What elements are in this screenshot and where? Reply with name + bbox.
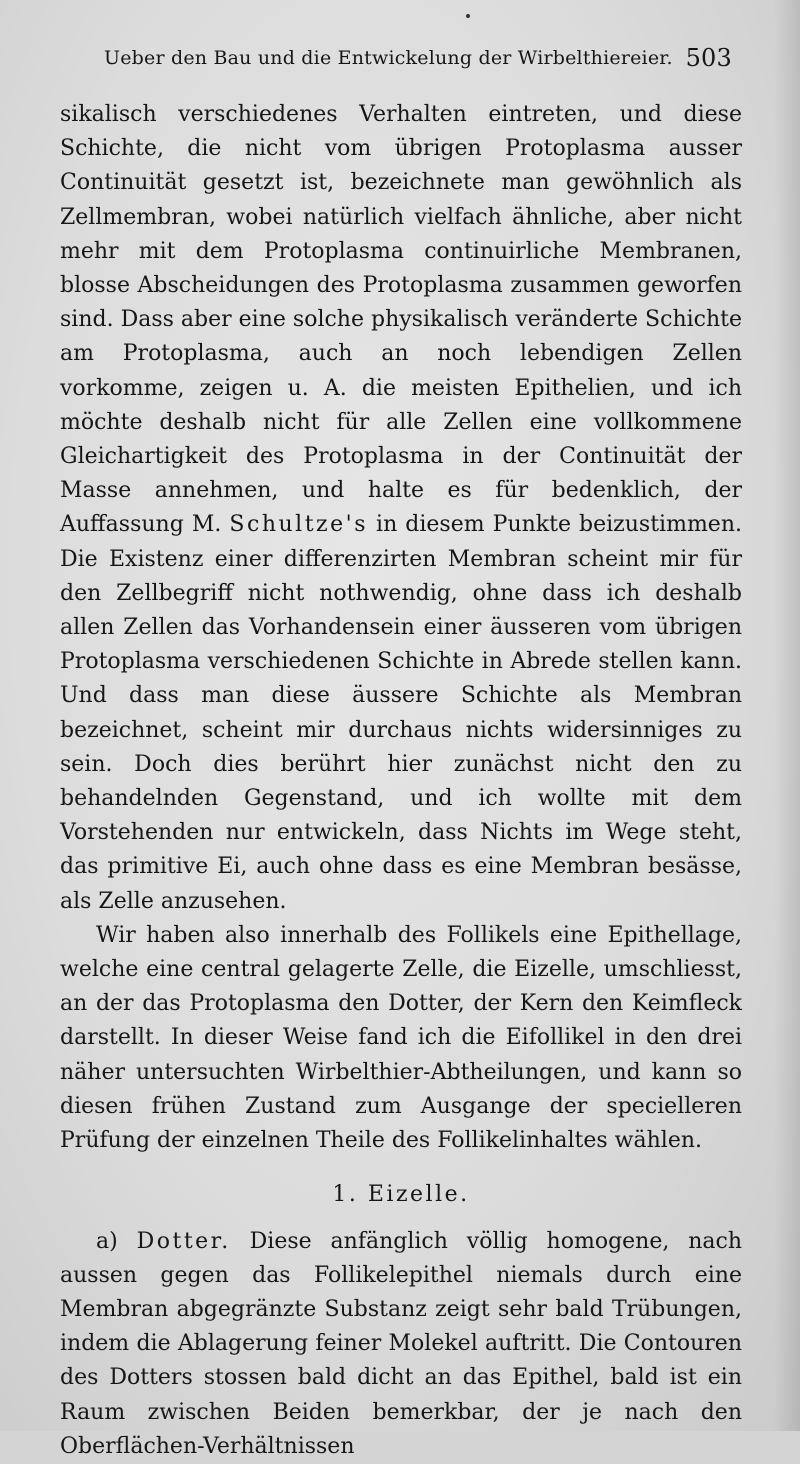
- page-edge-shadow: [774, 0, 800, 1431]
- paragraph-3: [60, 1225, 742, 1464]
- running-head: [104, 44, 732, 78]
- paragraph-1-continuation: in diesem Punkte beizustimmen. Die Existenz einer differenzirten Membran scheint mir für den Zellbegriff nicht nothwendig, ohne dass ich deshalb allen Zellen das Vorhandensein einer äusseren vom übrigen Protoplasma verschiedenen Schichte in Abrede stellen kann. Und dass man diese äussere Schichte als Membran bezeichnet, scheint mir durchaus nichts widersinniges zu sein. Doch dies berührt hier zunächst nicht den zu behandelnden Gegenstand, und ich wollte mit dem Vorstehenden nur entwickeln, dass Nichts im Wege steht, das primitive Ei, auch ohne dass es eine Membran besässe, als Zelle anzusehen.: [60, 512, 742, 914]
- body-text: [60, 98, 742, 1464]
- section-title: Eizelle.: [367, 1182, 470, 1208]
- paragraph-2: Wir haben also innerhalb des Follikels eine Epithellage, welche eine central gelagerte Zelle, die Eizelle, umschliesst, an der das Protoplasma den Dotter, der Kern den Keimfleck darstellt. In dieser Weise fand ich die Eifollikel in den drei näher untersuchten Wirbelthier-Abtheilungen, und kann so diesen frühen Zustand zum Ausgange der specielleren Prüfung der einzelnen Theile des Follikelinhaltes wählen.: [60, 922, 742, 1154]
- paragraph-1-text: sikalisch verschiedenes Verhalten eintreten, und diese Schichte, die nicht vom übrigen Protoplasma ausser Continuität gesetzt ist, bezeichnete man gewöhnlich als Zellmembran, wobei natürlich vielfach ähnliche, aber nicht mehr mit dem Protoplasma continuirliche Membranen, blosse Abscheidungen des Protoplasma zusammen geworfen sind. Dass aber eine solche physikalisch veränderte Schichte am Protoplasma, auch an noch lebendigen Zellen vorkomme, zeigen u. A. die meisten Epithelien, und ich möchte deshalb nicht für alle Zellen eine vollkommene Gleichartigkeit des Protoplasma in der Continuität der Masse annehmen, und halte es für bedenklich, der Auffassung M.: [60, 102, 742, 538]
- paragraph-1: [60, 98, 742, 919]
- page-number: 503: [685, 44, 732, 72]
- section-heading: [60, 1178, 742, 1212]
- print-speck: [466, 14, 470, 18]
- section-number: 1.: [332, 1182, 359, 1208]
- subsection-label: a): [96, 1228, 118, 1254]
- author-name: Schultze's: [229, 512, 368, 538]
- paragraph-3-text: Diese anfänglich völlig homogene, nach aussen gegen das Follikelepithel niemals durch eine Membran abgegränzte Substanz zeigt sehr bald Trübungen, indem die Ablagerung feiner Molekel auftritt. Die Contouren des Dotters stossen bald dicht an das Epithel, bald ist ein Raum zwischen Beiden bemerkbar, der je nach den Oberflächen-Verhältnissen: [60, 1228, 743, 1459]
- subsection-term: Dotter.: [136, 1228, 231, 1254]
- running-title: Ueber den Bau und die Entwickelung der Wirbelthiereier.: [104, 47, 673, 69]
